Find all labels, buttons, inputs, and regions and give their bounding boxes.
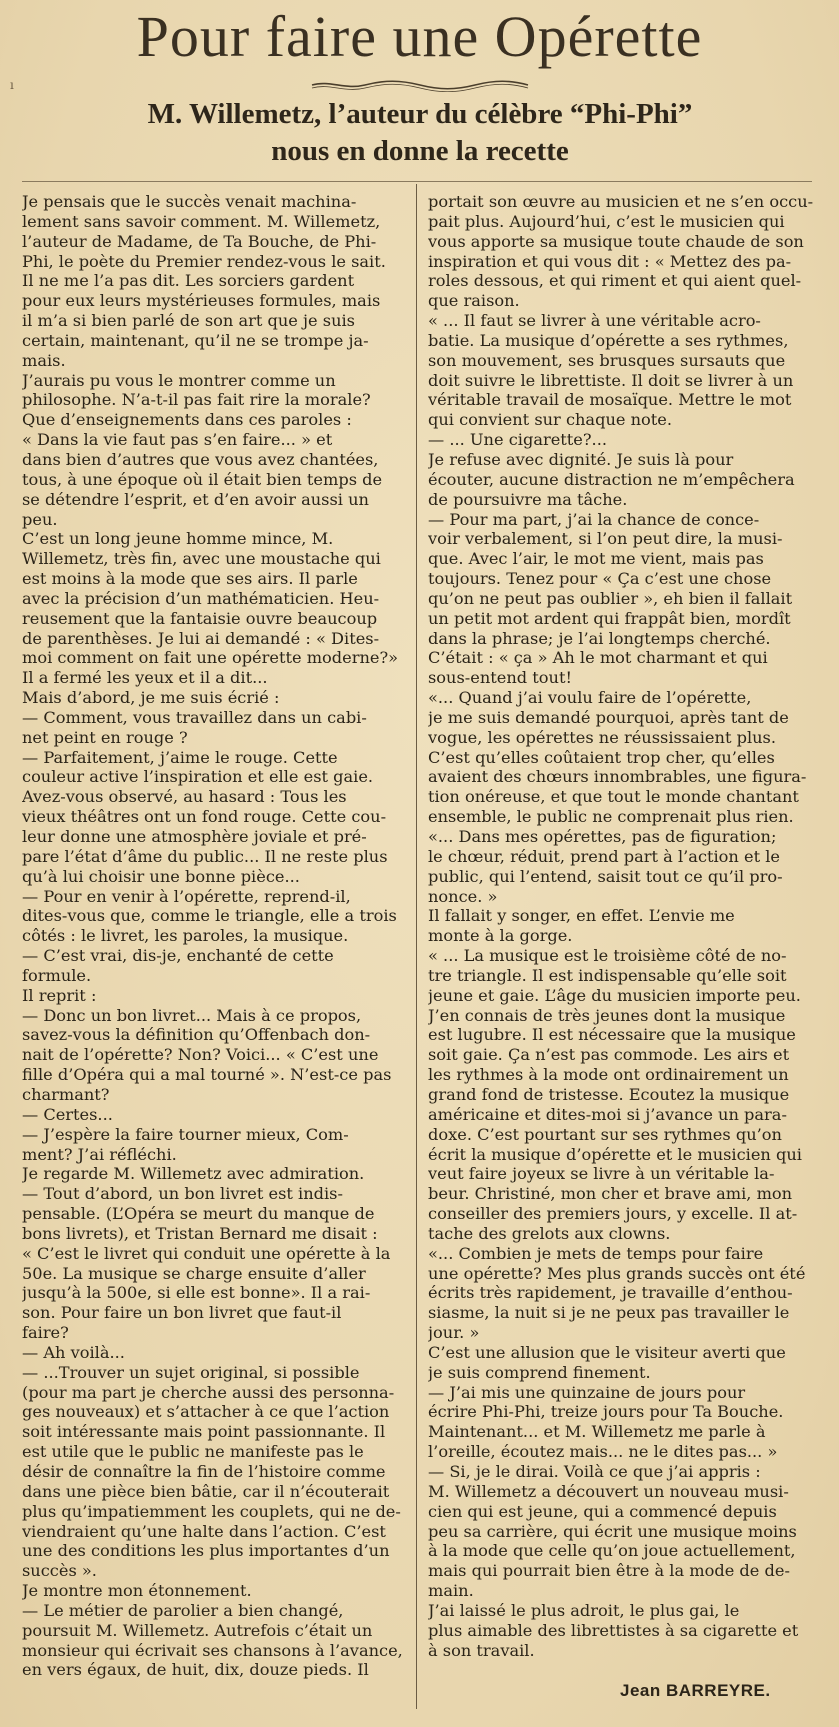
text-line: véritable travail de mosaïque. Mettre le mot (428, 390, 792, 410)
text-line: en vers égaux, de huit, dix, douze pieds. Il (22, 1660, 369, 1680)
text-line: vogue, les opérettes ne réussissaient plus. (428, 727, 777, 747)
text-line: dans bien d’autres que vous avez chantées, (22, 449, 379, 469)
text-line: écrit la musique d’opérette et le musicien qui (428, 1144, 802, 1164)
text-line: Il ne me l’a pas dit. Les sorciers gardent (22, 271, 355, 291)
text-line: J’en connais de très jeunes dont la musique (428, 1005, 786, 1025)
text-line: côtés : le livret, les paroles, la musique. (22, 926, 349, 946)
text-line: jour. » (428, 1323, 480, 1343)
text-line: leur donne une atmosphère joviale et pré- (22, 827, 367, 846)
text-line: C’est qu’elles coûtaient trop cher, qu’elles (428, 747, 775, 767)
text-line: l’auteur de Madame, de Ta Bouche, de Phi- (22, 231, 377, 251)
text-line: écrire Phi-Phi, treize jours pour Ta Bouche. (428, 1402, 784, 1422)
text-line: — Ah voilà... (22, 1342, 125, 1362)
text-line: batie. La musique d’opérette a ses rythmes, (428, 330, 789, 350)
text-line: C’est une allusion que le visiteur averti que (428, 1342, 786, 1362)
text-line: mais qui pourrait bien être à la mode de de- (428, 1561, 790, 1581)
text-line: reusement que la fantaisie ouvre beaucoup (22, 608, 378, 628)
text-line: est lugubre. Il est nécessaire que la musique (428, 1025, 796, 1045)
text-line: désir de connaître la fin de l’histoire comme (22, 1462, 386, 1481)
text-line: — ... Une cigarette?... (428, 430, 607, 450)
text-line: jeune et gaie. L’âge du musicien importe peu. (428, 985, 801, 1005)
text-line: — Pour en venir à l’opérette, reprend-il, (22, 886, 351, 906)
text-line: inspiration et qui vous dit : « Mettez des pa- (428, 251, 792, 271)
text-line: américaine et dites-moi si j’avance un para- (428, 1104, 787, 1124)
text-line: savez-vous la définition qu’Offenbach don- (22, 1025, 371, 1045)
text-line: — ...Trouver un sujet original, si possible (22, 1362, 360, 1382)
text-line: monte à la gorge. (428, 926, 573, 946)
text-line: nait de l’opérette? Non? Voici... « C’est une (22, 1045, 379, 1065)
text-line: son. Pour faire un bon livret que faut-il (22, 1303, 342, 1323)
text-line: ment? J’ai réfléchi. (22, 1144, 177, 1164)
text-line: qu’à lui choisir une bonne pièce... (22, 866, 300, 886)
text-line: soit intéressante mais point passionnante. Il (22, 1422, 386, 1442)
text-line: de poursuivre ma tâche. (428, 489, 628, 509)
text-line: charmant? (22, 1084, 110, 1104)
text-line: Je refuse avec dignité. Je suis là pour (428, 449, 734, 469)
text-line: vous apporte sa musique toute chaude de son (428, 231, 804, 251)
text-line: à son travail. (428, 1640, 535, 1660)
text-line: il m’a si bien parlé de son art que je suis (22, 311, 355, 331)
text-line: — Donc un bon livret... Mais à ce propos, (22, 1005, 362, 1025)
text-line: mais. (22, 350, 66, 370)
text-line: les rythmes à la mode ont ordinairement un (428, 1065, 789, 1085)
text-line: ensemble, le public ne comprenait plus rien. (428, 807, 794, 827)
text-line: — J’espère la faire tourner mieux, Com- (22, 1124, 349, 1144)
text-line: tache des grelots aux clowns. (428, 1223, 671, 1243)
text-line: tion onéreuse, et que tout le monde chantant (428, 787, 799, 807)
text-line: doit suivre le librettiste. Il doit se livrer à un (428, 370, 794, 390)
text-line: M. Willemetz a découvert un nouveau musi- (428, 1481, 789, 1501)
text-line: — Pour ma part, j’ai la chance de conce- (428, 509, 760, 529)
text-line: à la mode que celle qu’on joue actuellement, (428, 1541, 796, 1561)
text-line: Phi, le poète du Premier rendez-vous le sait. (22, 251, 386, 271)
text-line: Il reprit : (22, 985, 97, 1005)
text-line: peu. (22, 509, 58, 529)
text-line: une des conditions les plus importantes d’un (22, 1541, 390, 1561)
text-line: certain, maintenant, qu’il ne se trompe ja- (22, 330, 369, 350)
text-line: « ... Il faut se livrer à une véritable acro- (428, 311, 761, 331)
text-line: tous, à une époque où il était bien temps de (22, 469, 383, 489)
text-line: toujours. Tenez pour « Ça c’est une chose (428, 569, 772, 589)
text-line: est utile que le public ne manifeste pas le (22, 1442, 364, 1462)
text-line: beur. Christiné, mon cher et brave ami, mon (428, 1184, 793, 1204)
page-title: Pour faire une Opérette (136, 4, 703, 69)
text-line: « ... La musique est le troisième côté de no- (428, 946, 787, 966)
text-line: se détendre l’esprit, et d’en avoir aussi un (22, 489, 369, 509)
header-divider (22, 181, 812, 182)
text-line: vieux théâtres ont un fond rouge. Cette cou- (22, 807, 387, 827)
text-line: main. (428, 1581, 474, 1601)
text-line: je suis comprend finement. (428, 1362, 651, 1382)
text-line: faire? (22, 1323, 69, 1343)
text-line: 50e. La musique se charge ensuite d’aller (22, 1263, 366, 1283)
text-line: philosophe. N’a-t-il pas fait rire la morale? (22, 390, 371, 410)
text-line: peu sa carrière, qui écrit une musique moins (428, 1521, 797, 1541)
text-line: viendraient qu’une halte dans l’action. C’est (22, 1521, 386, 1541)
text-line: Je regarde M. Willemetz avec admiration. (22, 1164, 365, 1184)
text-line: public, qui l’entend, saisit tout ce qu’il pro- (428, 866, 783, 886)
text-line: écrits très rapidement, je travaille d’enthou- (428, 1283, 793, 1303)
text-line: Il a fermé les yeux et il a dit... (22, 668, 268, 688)
text-line: est moins à la mode que ses airs. Il parle (22, 569, 358, 589)
text-line: lement sans savoir comment. M. Willemetz, (22, 211, 381, 231)
text-line: « Dans la vie faut pas s’en faire... » et (22, 430, 333, 450)
text-line: plus qu’impatiemment les couplets, qui ne de- (22, 1501, 401, 1521)
text-line: jusqu’à la 500e, si elle est bonne». Il a rai- (22, 1283, 371, 1303)
text-line: — Tout d’abord, un bon livret est indis- (22, 1184, 343, 1204)
text-line: Je pensais que le succès venait machina- (22, 192, 357, 211)
text-line: plus aimable des librettistes à sa cigarette et (428, 1620, 799, 1640)
article-column-1 (22, 192, 412, 1680)
text-line: soit gaie. Ça n’est pas commode. Les airs et (428, 1045, 790, 1065)
text-line: le chœur, réduit, prend part à l’action et le (428, 846, 780, 866)
text-line: tre triangle. Il est indispensable qu’elle soit (428, 965, 787, 985)
text-line: Mais d’abord, je me suis écrié : (22, 688, 280, 708)
text-line: que. Avec l’air, le mot me vient, mais pas (428, 549, 764, 569)
text-line: «... Combien je mets de temps pour faire (428, 1243, 764, 1263)
text-line: — Certes... (22, 1104, 113, 1124)
text-line: une opérette? Mes plus grands succès ont été (428, 1263, 806, 1283)
text-line: formule. (22, 965, 92, 985)
subheadline-line1: M. Willemetz, l’auteur du célèbre “Phi-Phi” (147, 98, 693, 130)
column-divider (416, 184, 417, 1709)
text-line: J’ai laissé le plus adroit, le plus gai, le (428, 1600, 740, 1620)
ornament-rule (310, 78, 530, 92)
text-line: monsieur qui écrivait ses chansons à l’avance, (22, 1640, 403, 1660)
text-line: (pour ma part je cherche aussi des personna- (22, 1382, 395, 1402)
text-line: pait plus. Aujourd’hui, c’est le musicien qui (428, 211, 785, 231)
text-line: conseiller des premiers jours, y excelle. Il at- (428, 1204, 798, 1224)
text-line: «... Dans mes opérettes, pas de figuration; (428, 827, 777, 846)
text-line: Willemetz, très fin, avec une moustache qui (22, 549, 381, 569)
text-line: fille d’Opéra qui a mal tourné ». N’est-ce pas (22, 1065, 392, 1085)
text-line: avaient des chœurs innombrables, une figura- (428, 767, 807, 787)
text-line: qui convient sur chaque note. (428, 410, 672, 430)
text-line: — Parfaitement, j’aime le rouge. Cette (22, 747, 338, 767)
text-line: dans la phrase; je l’ai longtemps cherché. (428, 628, 771, 648)
text-line: — J’ai mis une quinzaine de jours pour (428, 1382, 746, 1402)
text-line: avec la précision d’un mathématicien. Heu- (22, 588, 380, 608)
text-line: siasme, la nuit si je ne peux pas travailler le (428, 1303, 790, 1323)
text-line: son mouvement, ses brusques sursauts que (428, 350, 786, 370)
text-line: portait son œuvre au musicien et ne s’en occu- (428, 192, 814, 211)
text-line: cien qui est jeune, qui a commencé depuis (428, 1501, 777, 1521)
author-signature: Jean BARREYRE. (620, 1681, 771, 1700)
text-line: qu’on ne peut pas oublier », eh bien il fallait (428, 588, 793, 608)
text-line: couleur active l’inspiration et elle est gaie. (22, 767, 374, 787)
text-line: «... Quand j’ai voulu faire de l’opérette, (428, 688, 752, 708)
article-column-2 (428, 192, 820, 1660)
text-line: C’est un long jeune homme mince, M. (22, 529, 334, 549)
text-line: Je montre mon étonnement. (22, 1581, 252, 1601)
text-line: ges nouveaux) et s’attacher à ce que l’action (22, 1402, 390, 1422)
text-line: un petit mot ardent qui frappât bien, mordît (428, 608, 791, 628)
text-line: succès ». (22, 1561, 97, 1581)
text-line: poursuit M. Willemetz. Autrefois c’était un (22, 1620, 373, 1640)
text-line: pour eux leurs mystérieuses formules, mais (22, 291, 381, 311)
text-line: veut faire joyeux se livre à un véritable la- (428, 1164, 775, 1184)
margin-mark: ı (10, 78, 14, 92)
text-line: — Le métier de parolier a bien changé, (22, 1600, 344, 1620)
text-line: net peint en rouge ? (22, 727, 188, 747)
subheadline-line2: nous en donne la recette (271, 135, 569, 167)
text-line: doxe. C’est pourtant sur ses rythmes qu’on (428, 1124, 782, 1144)
text-line: — Comment, vous travaillez dans un cabi- (22, 707, 367, 727)
text-line: grand fond de tristesse. Ecoutez la musique (428, 1084, 790, 1104)
text-line: sous-entend tout! (428, 668, 572, 688)
text-line: « C’est le livret qui conduit une opérette à la (22, 1243, 391, 1263)
text-line: Que d’enseignements dans ces paroles : (22, 410, 352, 430)
text-line: je me suis demandé pourquoi, après tant de (428, 707, 789, 727)
text-line: pensable. (L’Opéra se meurt du manque de (22, 1204, 375, 1224)
text-line: — C’est vrai, dis-je, enchanté de cette (22, 946, 334, 966)
text-line: bons livrets), et Tristan Bernard me disait : (22, 1223, 378, 1243)
text-line: C’était : « ça » Ah le mot charmant et qui (428, 648, 768, 668)
text-line: écouter, aucune distraction ne m’empêchera (428, 469, 795, 489)
text-line: moi comment on fait une opérette moderne?» (22, 648, 399, 668)
text-line: que raison. (428, 291, 520, 311)
text-line: Avez-vous observé, au hasard : Tous les (22, 787, 347, 807)
text-line: dans une pièce bien bâtie, car il n’écouterait (22, 1481, 390, 1501)
text-line: nonce. » (428, 886, 498, 906)
text-line: Il fallait y songer, en effet. L’envie me (428, 906, 735, 926)
text-line: de parenthèses. Je lui ai demandé : « Dites- (22, 628, 380, 648)
text-line: J’aurais pu vous le montrer comme un (22, 370, 336, 390)
text-line: — Si, je le dirai. Voilà ce que j’ai appris : (428, 1462, 761, 1481)
text-line: roles dessous, et qui riment et qui aient quel- (428, 271, 802, 291)
text-line: dites-vous que, comme le triangle, elle a trois (22, 906, 397, 926)
text-line: voir verbalement, si l’on peut dire, la musi- (428, 529, 783, 549)
text-line: l’oreille, écoutez mais... ne le dites pas... » (428, 1442, 778, 1462)
text-line: pare l’état d’âme du public... Il ne reste plus (22, 846, 388, 866)
text-line: Maintenant... et M. Willemetz me parle à (428, 1422, 766, 1442)
